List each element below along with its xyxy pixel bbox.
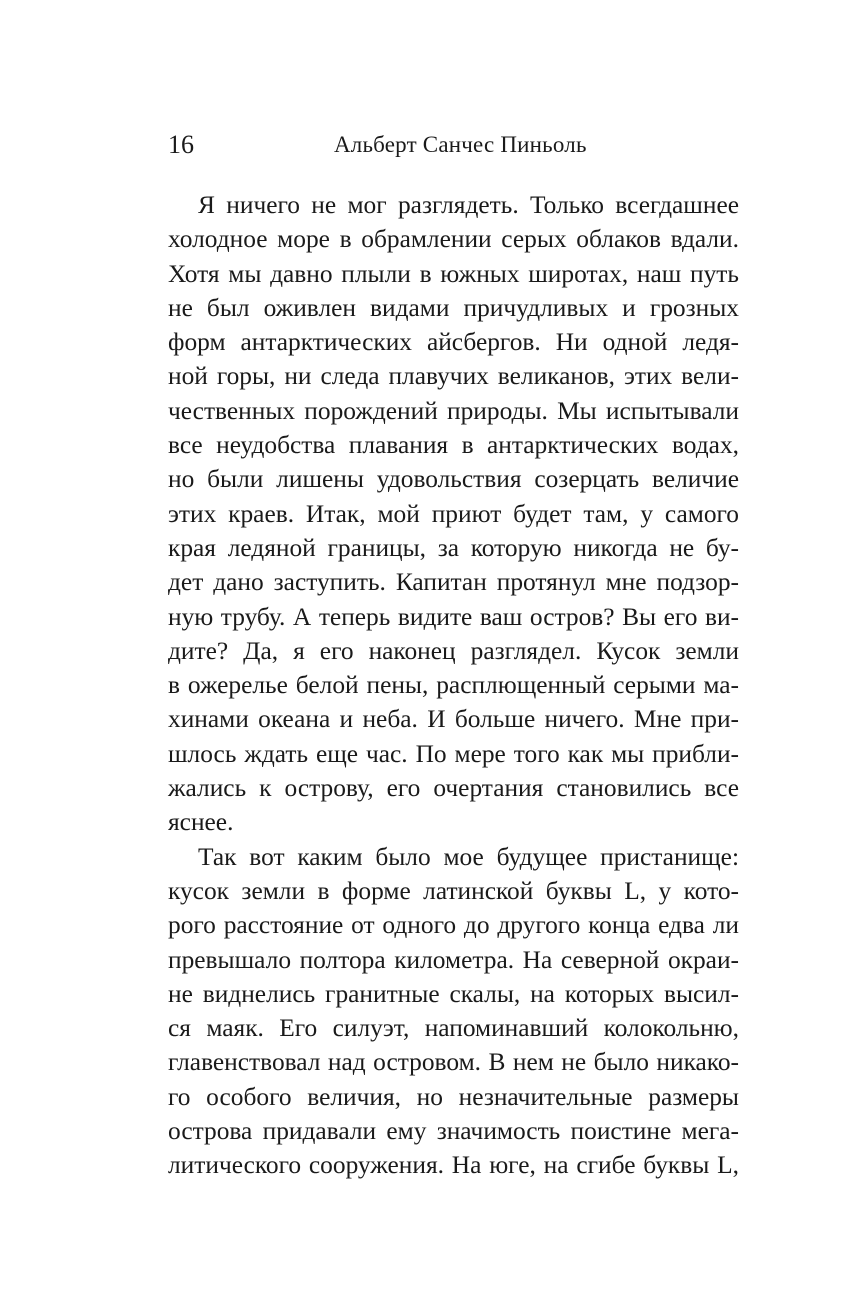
text-line: чественных порождений природы. Мы испытывали	[168, 396, 739, 425]
text-line: но были лишены удовольствия созерцать величие	[168, 465, 739, 494]
text-line: форм антарктических айсбергов. Ни одной ледя-	[168, 328, 739, 357]
text-line: яснее.	[168, 808, 234, 837]
text-line: литического сооружения. На юге, на сгибе буквы L,	[168, 1151, 739, 1180]
text-line: Так вот каким было мое будущее пристанище:	[198, 842, 739, 871]
text-line: не был оживлен видами причудливых и грозных	[168, 293, 739, 322]
text-line: дите? Да, я его наконец разглядел. Кусок земли	[168, 636, 739, 665]
text-line: ся маяк. Его силуэт, напоминавший колокольню,	[168, 1014, 739, 1043]
page-header	[168, 128, 739, 162]
text-line: главенствовал над островом. В нем не было никако-	[168, 1048, 739, 1077]
text-line: холодное море в обрамлении серых облаков вдали.	[168, 225, 739, 254]
text-line: острова придавали ему значимость поистине мега-	[168, 1117, 739, 1146]
text-line: шлось ждать еще час. По мере того как мы прибли-	[168, 739, 739, 768]
text-line: не виднелись гранитные скалы, на которых высил-	[168, 979, 739, 1008]
text-line: кусок земли в форме латинской буквы L, у кото-	[168, 876, 739, 905]
text-line: превышало полтора километра. На северной окраи-	[168, 945, 739, 974]
text-line: Я ничего не мог разглядеть. Только всегдашнее	[198, 191, 739, 219]
text-line: ной горы, ни следа плавучих великанов, этих вели-	[168, 362, 739, 391]
text-line: в ожерелье белой пены, расплющенный серыми ма-	[168, 671, 739, 700]
body-text	[168, 188, 739, 1183]
page-number: 16	[168, 130, 194, 159]
text-line: все неудобства плавания в антарктических водах,	[168, 431, 739, 460]
paragraph-1	[168, 188, 739, 840]
paragraph-2	[168, 840, 739, 1183]
text-line: дет дано заступить. Капитан протянул мне подзор-	[168, 568, 739, 597]
text-line: Хотя мы давно плыли в южных широтах, наш путь	[168, 259, 739, 288]
text-line: ную трубу. А теперь видите ваш остров? Вы его ви-	[168, 602, 739, 631]
running-head-author: Альберт Санчес Пиньоль	[334, 132, 587, 157]
text-line: края ледяной границы, за которую никогда не бу-	[168, 533, 739, 562]
text-line: этих краев. Итак, мой приют будет там, у самого	[168, 499, 739, 528]
text-line: го особого величия, но незначительные размеры	[168, 1082, 739, 1111]
text-line: жались к острову, его очертания становились все	[168, 774, 739, 803]
text-line: рого расстояние от одного до другого конца едва ли	[168, 911, 739, 940]
text-line: хинами океана и неба. И больше ничего. Мне при-	[168, 705, 739, 734]
